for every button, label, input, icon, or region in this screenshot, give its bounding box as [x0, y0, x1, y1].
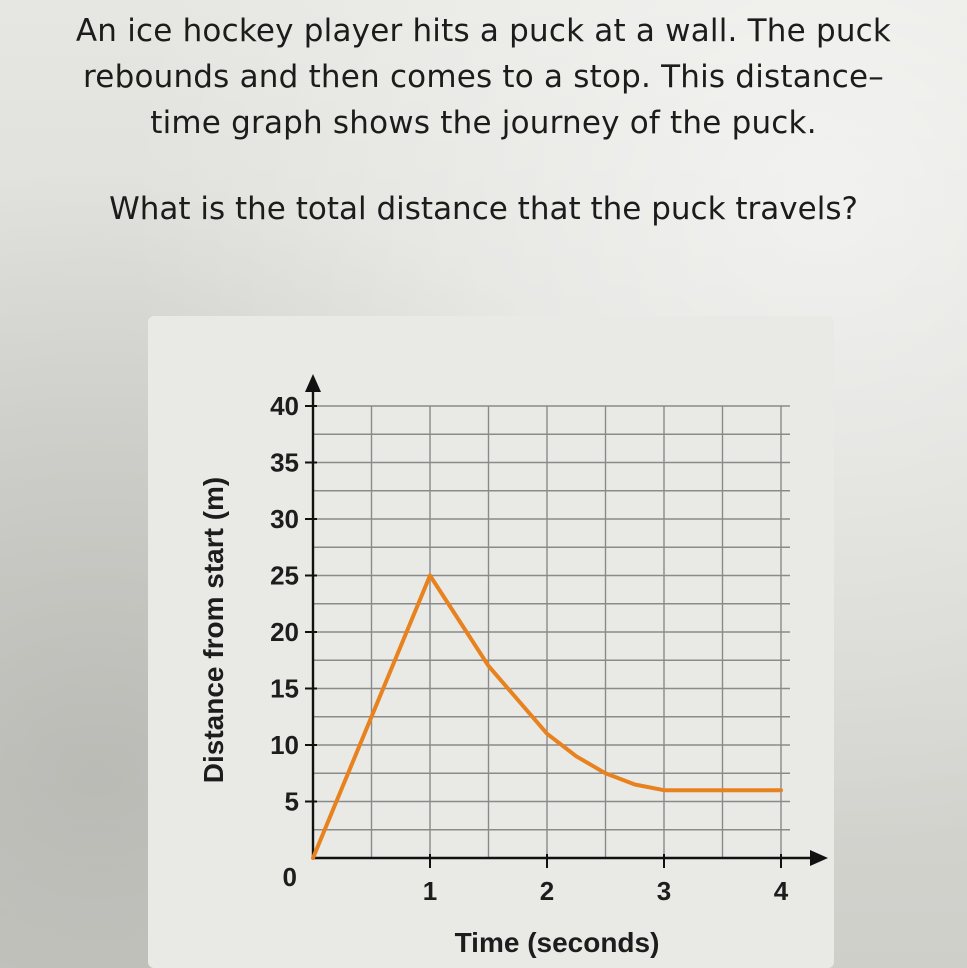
question-line-3: time graph shows the journey of the puck.	[150, 105, 817, 141]
y-tick-label: 20	[270, 617, 299, 647]
y-tick-label: 35	[270, 447, 299, 478]
x-axis-arrowhead	[810, 850, 828, 866]
tick-labels	[270, 391, 789, 906]
x-tick-label: 4	[773, 876, 789, 906]
axes	[305, 374, 828, 868]
y-tick-label: 10	[270, 730, 299, 760]
y-axis-arrowhead	[305, 374, 321, 392]
y-tick-label: 40	[270, 391, 299, 421]
question-prompt: What is the total distance that the puck travels?	[109, 191, 858, 227]
y-tick-label: 5	[284, 786, 299, 817]
x-tick-label: 3	[656, 876, 672, 906]
y-tick-label: 15	[270, 673, 299, 704]
x-tick-label: 1	[422, 876, 438, 906]
y-axis-title: Distance from start (m)	[198, 476, 229, 784]
x-tick-label: 2	[539, 876, 555, 906]
question-line-2: rebounds and then comes to a stop. This distance–	[83, 59, 884, 95]
y-tick-label: 25	[270, 560, 299, 591]
y-tick-label: 0	[282, 862, 297, 892]
question-line-1: An ice hockey player hits a puck at a wall. The puck	[75, 13, 892, 49]
x-axis-title: Time (seconds)	[454, 927, 660, 958]
y-tick-label: 30	[270, 504, 299, 534]
